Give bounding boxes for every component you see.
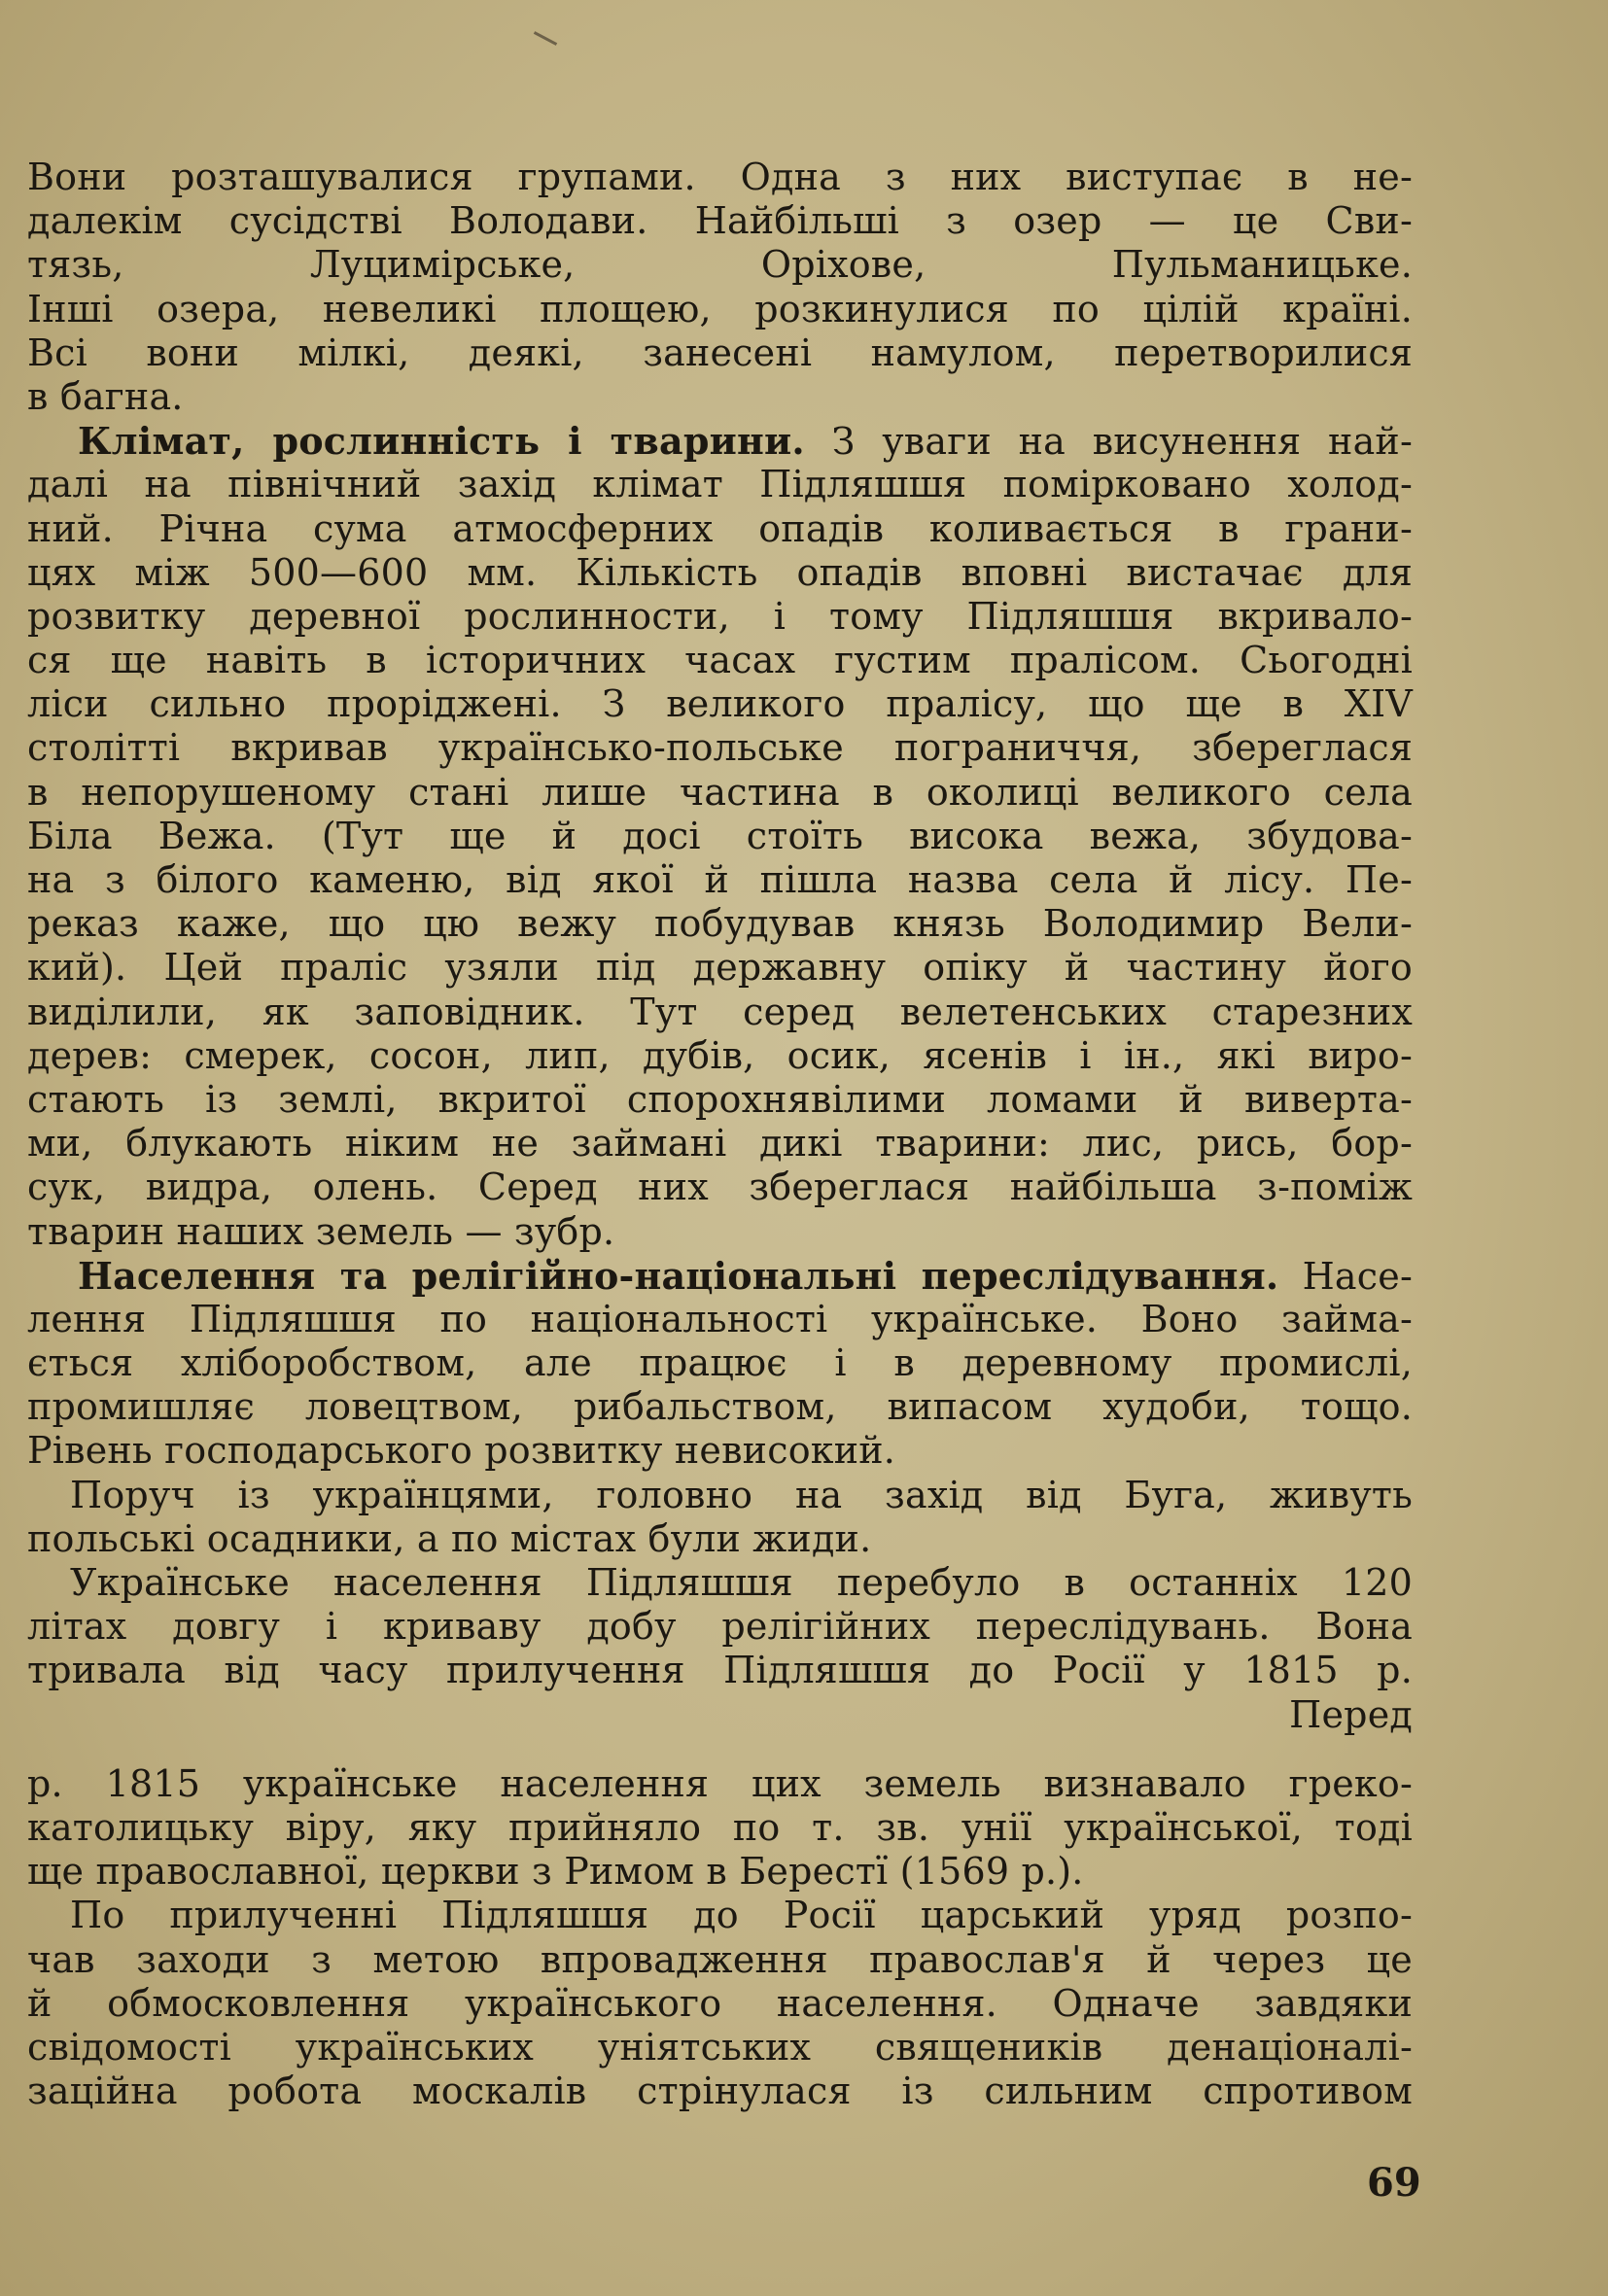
section-heading: Населення та релігійно-національні переслідування.: [78, 1253, 1279, 1298]
paragraph-persecution: [27, 1561, 1413, 1894]
text-line: далекім сусідстві Володави. Найбільші з озер — це Сви-: [27, 199, 1413, 243]
text-line: тварин наших земель — зубр.: [27, 1209, 615, 1253]
text-line: Рівень господарського розвитку невисокий.: [27, 1429, 896, 1473]
text-line: столітті вкривав українсько-польське пограниччя, збереглася: [27, 726, 1413, 770]
text-line: Українське населення Підляшшя перебуло в останніх 120: [70, 1561, 1413, 1604]
text-line: Всі вони мілкі, деякі, занесені намулом, перетворилися: [27, 330, 1413, 374]
text-line: стають із землі, вкритої спорохнявілими ломами й виверта-: [27, 1077, 1413, 1121]
text-line: кий). Цей праліс узяли під державну опіку й частину його: [27, 946, 1413, 990]
text-line: Поруч із українцями, головно на захід від Буга, живуть: [70, 1473, 1413, 1516]
text-line: заційна робота москалів стрінулася із сильним спротивом: [27, 2070, 1413, 2113]
text-line: реказ каже, що цю вежу побудував князь Володимир Вели-: [27, 902, 1413, 946]
text-line: далі на північний захід клімат Підляшшя помірковано холод-: [27, 463, 1413, 506]
page-text: [27, 156, 1413, 2113]
paragraph-population: [27, 1254, 1413, 1474]
text-line: ється хліборобством, але працює і в деревному промислі,: [27, 1341, 1413, 1385]
text-line: Інші озера, невеликі площею, розкинулися по цілій країні.: [27, 287, 1413, 330]
section-heading: Клімат, рослинність і тварини.: [78, 419, 805, 464]
text-line: свідомості українських уніятських священиків денаціоналі-: [27, 2025, 1413, 2069]
text-run: З уваги на висунення най-: [804, 420, 1413, 464]
text-run: Насе-: [1278, 1254, 1413, 1298]
text-line: польські осадники, а по містах були жиди.: [27, 1516, 872, 1560]
text-line: сук, видра, олень. Серед них збереглася найбільша з-поміж: [27, 1165, 1413, 1209]
text-line: ми, блукають ніким не займані дикі тварини: лис, рись, бор-: [27, 1122, 1413, 1165]
text-line: в багна.: [27, 374, 184, 418]
text-line: Вони розташувалися групами. Одна з них виступає в не-: [27, 156, 1413, 198]
text-line: Перед: [1289, 1692, 1413, 1736]
text-line: р. 1815 українське населення цих земель визнавало греко-: [27, 1761, 1413, 1805]
text-line: лення Підляшшя по національності українське. Воно займа-: [27, 1297, 1413, 1340]
text-line: ся ще навіть в історичних часах густим пралісом. Сьогодні: [27, 639, 1413, 682]
text-line: ліси сильно проріджені. З великого пралісу, що ще в XIV: [27, 682, 1413, 726]
text-line: чав заходи з метою впровадження православ'я й через це: [27, 1937, 1413, 1981]
paragraph-russification: [27, 1894, 1413, 2113]
text-line: католицьку віру, яку прийняло по т. зв. унії української, тоді: [27, 1805, 1413, 1849]
text-line: Біла Вежа. (Тут ще й досі стоїть висока вежа, збудова-: [27, 814, 1413, 857]
page-number: 69: [1367, 2160, 1421, 2206]
text-line: літах довгу і криваву добу релігійних переслідувань. Вона: [27, 1605, 1413, 1649]
text-line: в непорушеному стані лише частина в околиці великого села: [27, 770, 1413, 814]
text-line: дерев: смерек, сосон, лип, дубів, осик, ясенів і ін., які виро-: [27, 1033, 1413, 1077]
text-line: промишляє ловецтвом, рибальством, випасом худоби, тощо.: [27, 1385, 1413, 1429]
paragraph-lakes: [27, 156, 1413, 419]
text-line: По прилученні Підляшшя до Росії царський уряд розпо-: [70, 1894, 1413, 1937]
text-line: ний. Річна сума атмосферних опадів коливається в грани-: [27, 506, 1413, 550]
text-line: на з білого каменю, від якої й пішла назва села й лісу. Пе-: [27, 858, 1413, 901]
text-line: ще православної, церкви з Римом в Берестї (1569 р.).: [27, 1850, 1084, 1894]
paragraph-climate: [27, 419, 1413, 1254]
text-line: тязь, Луцимірське, Оріхове, Пульманицьке.: [27, 243, 1413, 287]
text-line: [27, 1254, 1413, 1298]
text-line: тривала від часу прилучення Підляшшя до Росії у 1815 р.: [27, 1649, 1413, 1692]
text-line: [27, 419, 1413, 463]
ink-mark: [534, 31, 557, 46]
text-line: й обмосковлення українського населення. Одначе завдяки: [27, 1981, 1413, 2025]
line-gap: [27, 1737, 1413, 1762]
text-line: розвитку деревної рослинности, і тому Підляшшя вкривало-: [27, 594, 1413, 638]
paragraph-neighbors: [27, 1474, 1413, 1561]
text-line: цях між 500—600 мм. Кількість опадів вповні вистачає для: [27, 550, 1413, 594]
text-line: виділили, як заповідник. Тут серед велетенських старезних: [27, 990, 1413, 1033]
